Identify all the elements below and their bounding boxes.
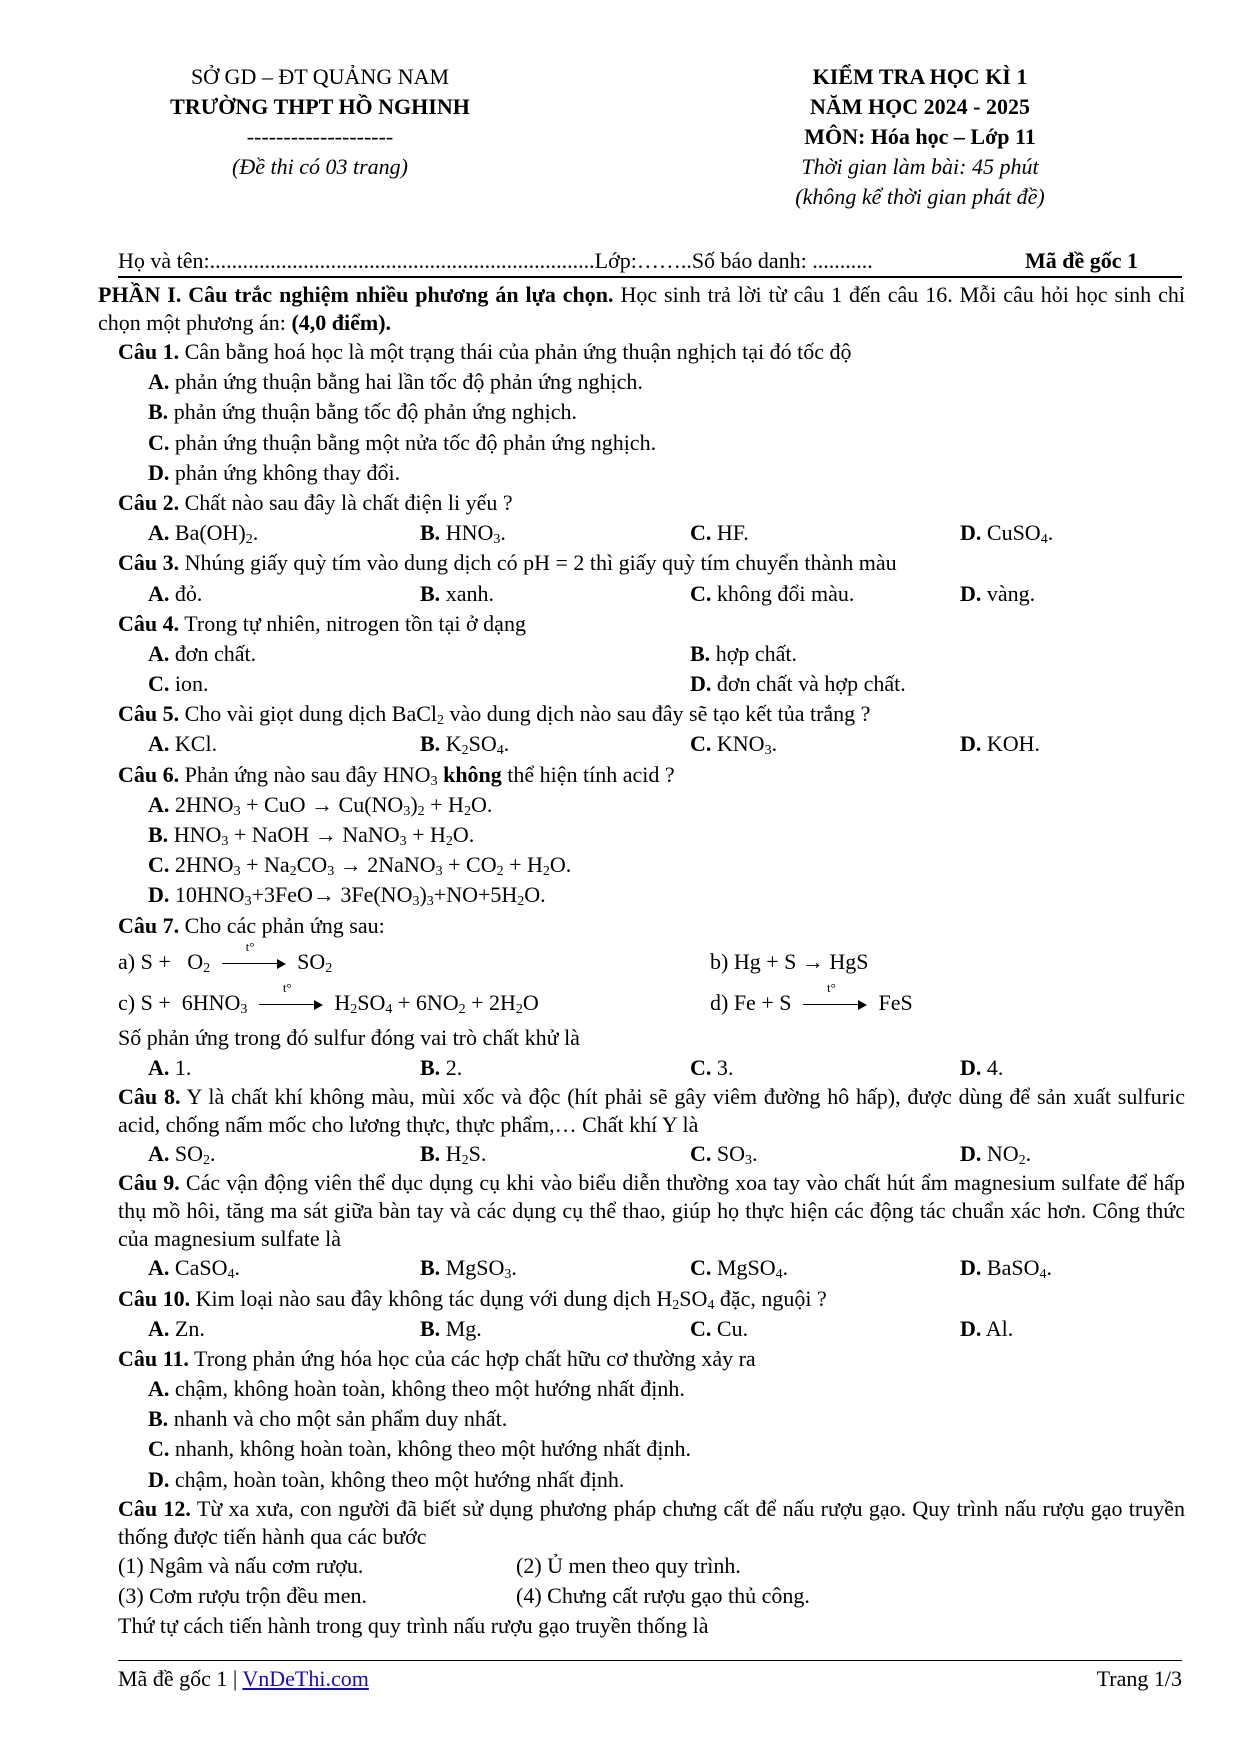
q8-option-b: B. $H_2S$.: [420, 1141, 487, 1169]
question-2: Câu 2. Chất nào sau đây là chất điện li yếu ?: [118, 489, 513, 515]
q9-option-b: B. MgSO$_3$.: [420, 1255, 517, 1283]
q9-option-a: A. CaSO$_4$.: [148, 1255, 240, 1283]
department-name: SỞ GD – ĐT QUẢNG NAM: [190, 64, 450, 89]
question-12: Câu 12. Từ xa xưa, con người đã biết sử dụng phương pháp chưng cất để nấu rượu gạo. Quy trình nấu rượu gạo truyền thống được tiến hành qua các bước: [118, 1495, 1185, 1549]
question-4: Câu 4. Trong tự nhiên, nitrogen tồn tại ở dạng: [118, 610, 526, 636]
q8-option-c: C. $SO_3$.: [690, 1141, 758, 1169]
q5-option-d: D. KOH.: [960, 731, 1041, 757]
q1-option-b: B. phản ứng thuận bằng tốc độ phản ứng nghịch.: [148, 399, 577, 425]
q4-option-a: A. đơn chất.: [148, 640, 257, 666]
question-8: Câu 8. Y là chất khí không màu, mùi xốc và độc (hít phải sẽ gây viêm đường hô hấp), được dùng để sản xuất sulfuric acid, chống nấm mốc cho lương thực, thực phẩm,… Chất khí Y là: [118, 1084, 1186, 1138]
heat-arrow-icon: t°: [803, 999, 867, 1011]
header-left: [170, 62, 470, 182]
q11-option-b: B. nhanh và cho một sản phẩm duy nhất.: [148, 1406, 508, 1432]
q7-option-c: C. 3.: [690, 1054, 734, 1080]
q4-options-row1: [98, 639, 1185, 669]
q11-option-a: A. chậm, không hoàn toàn, không theo một hướng nhất định.: [148, 1376, 685, 1402]
question-6: Câu 6. Phản ứng nào sau đây $HNO_3$ không thể hiện tính acid ?: [118, 761, 675, 789]
q4-option-c: C. ion.: [148, 671, 209, 697]
q1-option-a: A. phản ứng thuận bằng hai lần tốc độ phản ứng nghịch.: [148, 369, 643, 395]
q3-options: [98, 579, 1185, 609]
q8-option-a: A. $SO_2$.: [148, 1141, 216, 1169]
q8-options: [98, 1139, 1185, 1169]
q12-steps-row2: [98, 1581, 1185, 1611]
q4-option-d: D. đơn chất và hợp chất.: [690, 671, 906, 697]
subject: MÔN: Hóa học – Lớp 11: [804, 124, 1036, 149]
q12-step-3: (3) Cơm rượu trộn đều men.: [118, 1583, 368, 1608]
q9-option-d: D. BaSO$_4$.: [960, 1255, 1052, 1283]
student-info-line: [118, 246, 1138, 276]
q4-option-b: B. hợp chất.: [690, 640, 797, 666]
q9-options: [98, 1253, 1185, 1283]
q12-step-1: (1) Ngâm và nấu cơm rượu.: [118, 1552, 364, 1578]
q7-option-b: B. 2.: [420, 1054, 463, 1080]
q5-option-c: C. $KNO_3$.: [690, 731, 778, 759]
q10-option-b: B. Mg.: [420, 1315, 482, 1341]
q5-option-a: A. KCl.: [148, 731, 218, 757]
reaction-d: d) Fe + S t° FeS: [710, 979, 913, 1015]
q2-option-c: C. HF.: [690, 520, 749, 546]
q5-options: [98, 729, 1185, 759]
heat-arrow-icon: t°: [222, 958, 286, 970]
q12-question: Thứ tự cách tiến hành trong quy trình nấu rượu gạo truyền thống là: [118, 1613, 709, 1639]
question-3: Câu 3. Nhúng giấy quỳ tím vào dung dịch có pH = 2 thì giấy quỳ tím chuyển thành màu: [118, 550, 897, 576]
q2-option-d: D. CuSO$_4$.: [960, 520, 1054, 548]
part1-heading: PHẦN I. Câu trắc nghiệm nhiều phương án lựa chọn. Học sinh trả lời từ câu 1 đến câu 16. Mỗi câu hỏi học sinh chỉ chọn một phương án: (4,0 điểm).: [98, 282, 1185, 335]
question-10: Câu 10. Kim loại nào sau đây không tác dụng với dung dịch $H_2SO_4$ đặc, nguội ?: [118, 1285, 827, 1313]
q7-option-d: D. 4.: [960, 1054, 1004, 1080]
question-5: Câu 5. Cho vài giọt dung dịch BaCl$_2$ vào dung dịch nào sau đây sẽ tạo kết tủa trắng ?: [118, 701, 871, 729]
q2-option-a: A. $Ba(OH)_2$.: [148, 520, 259, 548]
q7-options: [98, 1053, 1185, 1083]
question-11: Câu 11. Trong phản ứng hóa học của các hợp chất hữu cơ thường xảy ra: [118, 1345, 756, 1371]
header-right: [760, 62, 1080, 212]
school-year: NĂM HỌC 2024 - 2025: [810, 94, 1030, 119]
footer-site-link[interactable]: VnDeThi.com: [242, 1666, 369, 1691]
footer-rule: [118, 1660, 1182, 1661]
q10-option-a: A. Zn.: [148, 1315, 205, 1341]
q12-step-4: (4) Chưng cất rượu gạo thủ công.: [516, 1583, 810, 1608]
heat-arrow-icon: t°: [259, 999, 323, 1011]
question-1: Câu 1. Cân bằng hoá học là một trạng thái của phản ứng thuận nghịch tại đó tốc độ: [118, 339, 852, 364]
q6-option-c: C. $2HNO_3 + Na_2CO_3$ → 2NaNO$_3$ + $CO_2 + H_2O$.: [148, 852, 572, 880]
footer-exam-code: Mã đề gốc 1 |: [118, 1666, 243, 1691]
q3-option-a: A. đỏ.: [148, 580, 203, 606]
q10-option-c: C. Cu.: [690, 1315, 749, 1341]
separator-dashes: --------------------: [246, 124, 394, 149]
q6-option-b: B. $HNO_3$ + NaOH → NaNO$_3$ + $H_2O$.: [148, 822, 475, 849]
reaction-b: b) Hg + S → HgS: [710, 948, 869, 974]
q2-options: [98, 518, 1185, 548]
q3-option-b: B. xanh.: [420, 580, 494, 606]
reaction-a: a) $S + O_2$ t° $SO_2$: [118, 938, 333, 976]
duration-note: (không kể thời gian phát đề): [795, 184, 1045, 209]
q7-option-a: A. 1.: [148, 1054, 192, 1080]
q7-question: Số phản ứng trong đó sulfur đóng vai trò chất khử là: [118, 1024, 580, 1050]
header-rule: [118, 276, 1182, 278]
duration: Thời gian làm bài: 45 phút: [801, 154, 1039, 179]
page-footer: [118, 1664, 1182, 1694]
q8-option-d: D. $NO_2$.: [960, 1141, 1032, 1169]
q1-option-c: C. phản ứng thuận bằng một nửa tốc độ phản ứng nghịch.: [148, 429, 657, 455]
q11-option-d: D. chậm, hoàn toàn, không theo một hướng nhất định.: [148, 1466, 625, 1492]
q12-steps-row1: [98, 1551, 1185, 1581]
q3-option-d: D. vàng.: [960, 580, 1036, 606]
q3-option-c: C. không đổi màu.: [690, 580, 855, 606]
question-9: Câu 9. Các vận động viên thể dục dụng cụ khi vào biểu diễn thường xoa tay vào chất hút ẩm magnesium sulfate để hấp thụ mồ hôi, tăng ma sát giữa bàn tay và các dụng cụ thể thao, giúp họ thực hiện các động tác chuẩn xác hơn. Công thức của magnesium sulfate là: [118, 1170, 1186, 1252]
q11-option-c: C. nhanh, không hoàn toàn, không theo một hướng nhất định.: [148, 1436, 691, 1462]
q6-option-d: D. $10HNO_3+3FeO\to 3Fe(NO_3)_3+NO+5H_2O$.: [148, 882, 546, 910]
exam-body: [98, 281, 1185, 1641]
q10-option-d: D. Al.: [960, 1315, 1014, 1341]
exam-code: Mã đề gốc 1: [1024, 248, 1138, 273]
page-number: Trang 1/3: [1096, 1666, 1182, 1691]
q7-reactions-row2: [98, 979, 1185, 1023]
q1-option-d: D. phản ứng không thay đổi.: [148, 459, 401, 485]
q7-reactions-row1: [98, 938, 1185, 982]
q5-option-b: B. $K_2SO_4$.: [420, 731, 510, 759]
q12-step-2: (2) Ủ men theo quy trình.: [516, 1552, 741, 1578]
reaction-c: c) $S + 6HNO_3$ t° $H_2SO_4 + 6NO_2 + 2H_2O$: [118, 979, 539, 1017]
q4-options-row2: [98, 669, 1185, 699]
q10-options: [98, 1314, 1185, 1344]
question-7: Câu 7. Cho các phản ứng sau:: [118, 912, 385, 938]
exam-title: KIỂM TRA HỌC KÌ 1: [812, 64, 1028, 89]
q6-option-a: A. $2HNO_3$ + CuO → $Cu(NO_3)_2 + H_2O$.: [148, 791, 493, 819]
student-info-fields: Họ và tên:......................................................................Lớp:……..Số báo danh: ...........: [118, 248, 873, 273]
q2-option-b: B. $HNO_3$.: [420, 520, 506, 548]
q9-option-c: C. MgSO$_4$.: [690, 1255, 789, 1283]
page-count-note: (Đề thi có 03 trang): [232, 154, 408, 179]
school-name: TRƯỜNG THPT HỒ NGHINH: [170, 94, 470, 119]
